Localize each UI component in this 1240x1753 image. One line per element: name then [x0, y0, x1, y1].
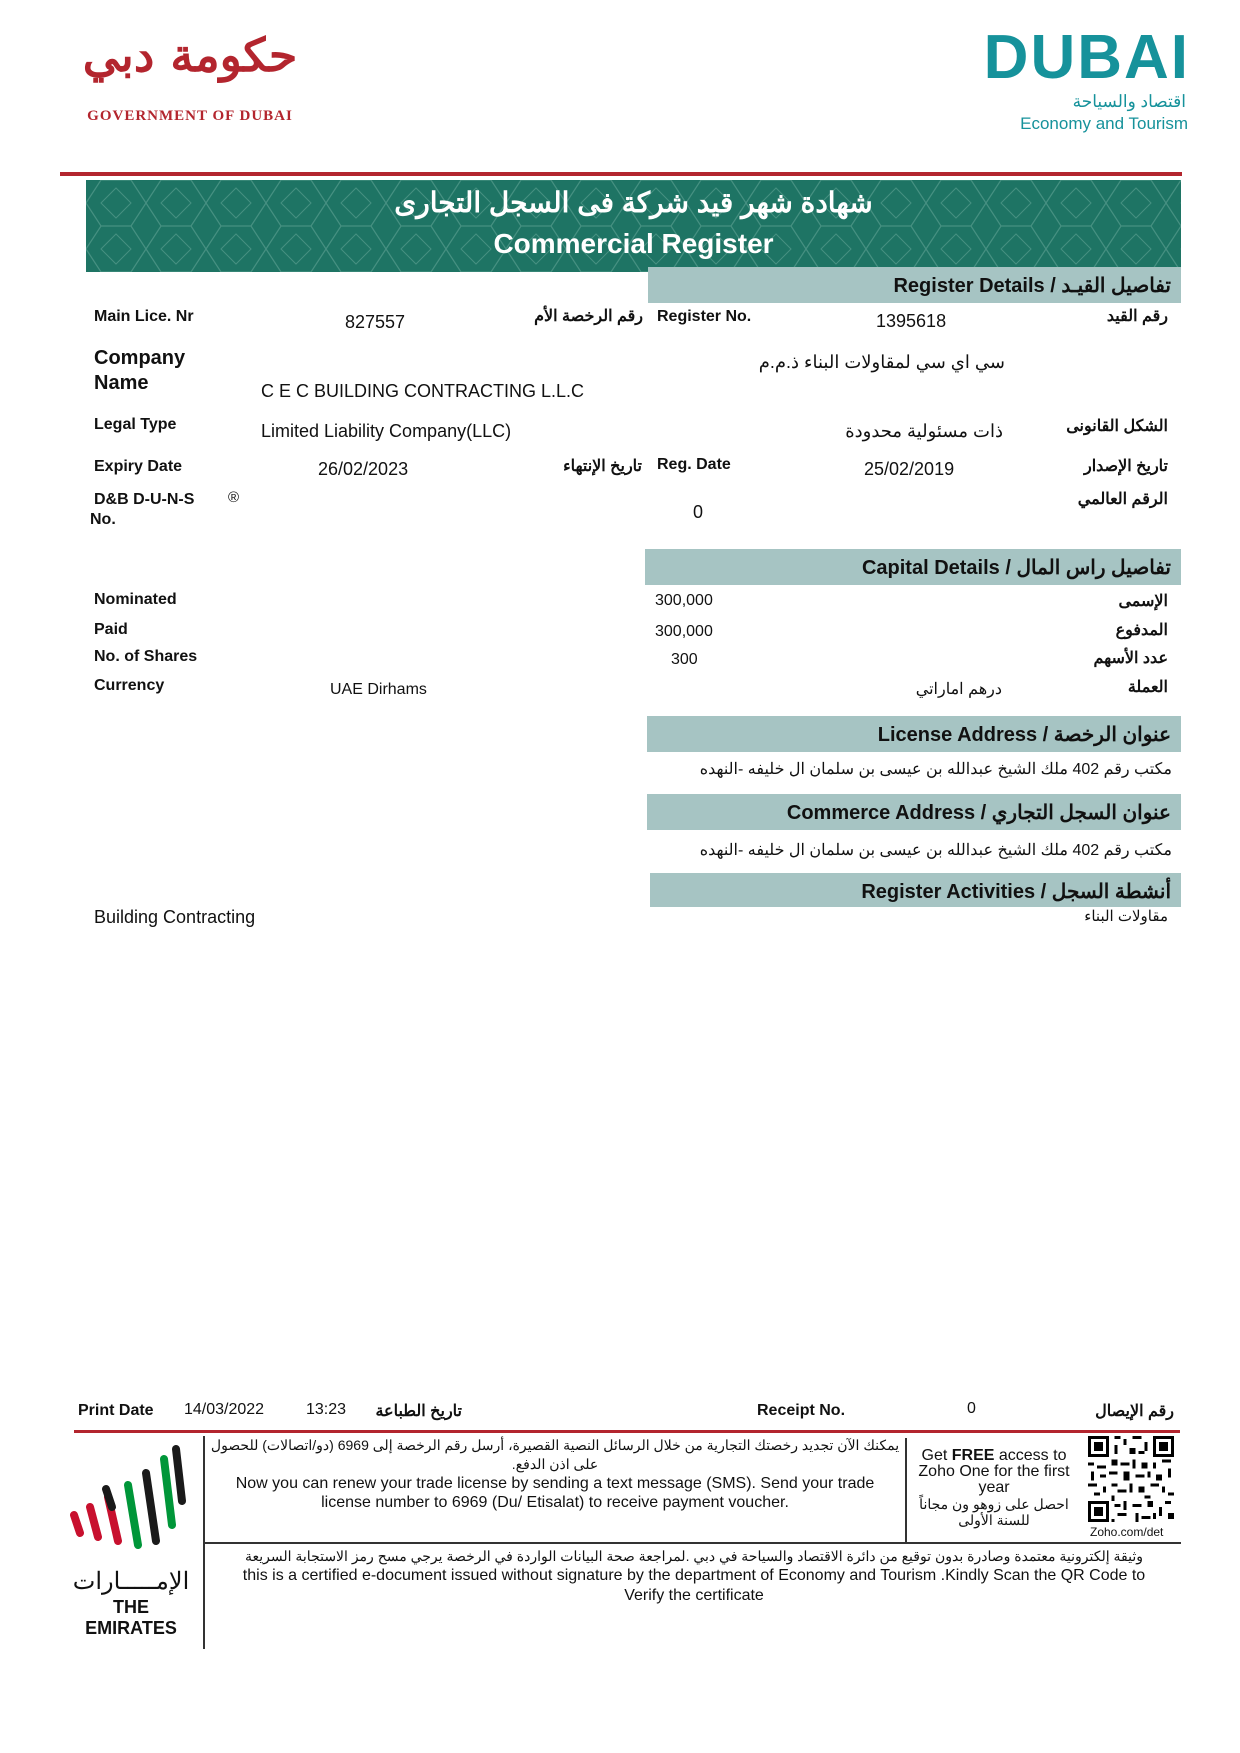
license-address-bar: [647, 716, 1181, 752]
footer-mid-rule: [205, 1542, 1181, 1544]
dubai-wordmark: DUBAI: [983, 23, 1190, 92]
paid-label: Paid: [94, 621, 128, 638]
capital-details-bar: [645, 549, 1181, 585]
expiry-date-label-ar: تاريخ الإنتهاء: [563, 458, 642, 475]
duns-label-2: No.: [90, 511, 116, 528]
gov-logo-english: GOVERNMENT OF DUBAI: [87, 108, 293, 124]
legal-type-value-ar: ذات مسئولية محدودة: [845, 421, 1003, 441]
reg-date-label-ar: تاريخ الإصدار: [1083, 458, 1168, 475]
header-divider: [60, 172, 1182, 176]
nominated-label: Nominated: [94, 591, 177, 608]
emirates-stripes-icon: [66, 1445, 196, 1560]
legal-type-value: Limited Liability Company(LLC): [261, 421, 512, 441]
print-date-label-ar: تاريخ الطباعة: [375, 1403, 462, 1420]
dubai-economy-tourism-logo: [983, 23, 1190, 136]
activity-arabic: مقاولات البناء: [1084, 908, 1168, 925]
zoho-line-2: Zoho One for the first: [918, 1463, 1070, 1480]
certification-en-2: Verify the certificate: [624, 1587, 764, 1604]
emirates-english: THE EMIRATES: [85, 1597, 177, 1638]
company-name-label-2: Name: [94, 372, 149, 394]
register-details-bar: [648, 267, 1181, 303]
receipt-no-label: Receipt No.: [757, 1402, 846, 1419]
paid-label-ar: المدفوع: [1115, 622, 1168, 639]
duns-label-1: D&B D-U-N-S: [94, 491, 195, 508]
company-name-english: C E C BUILDING CONTRACTING L.L.C: [261, 381, 585, 401]
print-date-label: Print Date: [78, 1402, 154, 1419]
currency-label-ar: العملة: [1127, 679, 1168, 696]
certification-en-1: this is a certified e-document issued without signature by the department of Economy and Tourism .Kindly Scan the QR Code to: [242, 1567, 1146, 1584]
legal-type-label-ar: الشكل القانونى: [1066, 418, 1168, 435]
sms-notice-en-2: license number to 6969 (Du/ Etisalat) to receive payment voucher.: [321, 1494, 789, 1511]
register-no-label: Register No.: [657, 308, 752, 325]
commerce-address-value: مكتب رقم 402 ملك الشيخ عبدالله بن عيسى بن سلمان ال خليفه -النهده: [699, 842, 1172, 859]
license-address-value: مكتب رقم 402 ملك الشيخ عبدالله بن عيسى بن سلمان ال خليفه -النهده: [699, 761, 1172, 778]
currency-value-ar: درهم اماراتي: [915, 681, 1002, 698]
duns-label-ar: الرقم العالمي: [1077, 491, 1168, 508]
sms-notice: [210, 1436, 900, 1512]
reg-date-label: Reg. Date: [657, 456, 731, 473]
zoho-url[interactable]: Zoho.com/det: [1090, 1525, 1164, 1539]
capital-details-title: Capital Details / تفاصيل راس المال: [861, 557, 1171, 579]
title-arabic: شهادة شهر قيد شركة فى السجل التجارى: [394, 187, 873, 218]
company-name-label-1: Company: [94, 347, 186, 369]
zoho-line-1: Get FREE access to: [921, 1447, 1067, 1464]
duns-registered-mark: ®: [228, 489, 240, 506]
zoho-promo[interactable]: [910, 1448, 1078, 1528]
certification-ar: وثيقة إلكترونية معتمدة وصادرة بدون توقيع من دائرة الاقتصاد والسياحة في دبي .لمراجعة صحة البيانات الواردة في الرخصة يرجي مسح رمز الاستجابة السريعة: [244, 1548, 1144, 1564]
paid-value: 300,000: [655, 623, 713, 640]
expiry-date-label: Expiry Date: [94, 458, 183, 475]
gov-logo-arabic: حكومة دبي: [82, 28, 298, 82]
expiry-date-value: 26/02/2023: [318, 459, 409, 479]
sms-notice-ar-1: يمكنك الآن تجديد رخصتك التجارية من خلال الرسائل النصية القصيرة، أرسل رقم الرخصة إلى 6969 (دو/اتصالات) للحصول: [210, 1437, 900, 1453]
zoho-line-3: year: [978, 1479, 1010, 1496]
zoho-line-ar-2: للسنة الأولى: [958, 1512, 1030, 1528]
print-time-value: 13:23: [306, 1401, 347, 1418]
nominated-label-ar: الإسمى: [1118, 593, 1168, 610]
receipt-no-label-ar: رقم الإيصال: [1095, 1403, 1174, 1420]
print-date-value: 14/03/2022: [184, 1401, 265, 1418]
commerce-address-bar: [647, 794, 1181, 830]
dubai-dept-arabic: اقتصاد والسياحة: [1072, 92, 1186, 111]
reg-date-value: 25/02/2019: [864, 459, 955, 479]
duns-value: 0: [693, 502, 704, 522]
shares-label-ar: عدد الأسهم: [1093, 650, 1168, 667]
zoho-line-ar-1: احصل على زوهو ون مجاناً: [919, 1496, 1069, 1512]
currency-value: UAE Dirhams: [330, 681, 427, 698]
verification-qr-code[interactable]: [1088, 1436, 1176, 1524]
currency-label: Currency: [94, 677, 165, 694]
receipt-no-value: 0: [967, 1400, 976, 1417]
certification-notice: [208, 1547, 1180, 1606]
company-name-arabic: سي اي سي لمقاولات البناء ذ.م.م: [758, 352, 1005, 372]
qr-code-icon: [1088, 1436, 1174, 1522]
title-band: [86, 180, 1181, 272]
emirates-arabic: الإمـــــارات: [72, 1568, 190, 1595]
shares-label: No. of Shares: [94, 648, 198, 665]
title-english: Commercial Register: [493, 228, 774, 259]
register-activities-bar: [650, 873, 1181, 907]
register-details-title: Register Details / تفاصيل القيـد: [893, 275, 1171, 297]
legal-type-label: Legal Type: [94, 416, 177, 433]
shares-value: 300: [671, 651, 698, 668]
the-emirates-logo: [66, 1445, 196, 1638]
register-no-label-ar: رقم القيد: [1106, 308, 1168, 325]
government-of-dubai-logo: [70, 28, 310, 128]
commerce-address-title: Commerce Address / عنوان السجل التجاري: [786, 802, 1171, 824]
sms-notice-en-1: Now you can renew your trade license by sending a text message (SMS). Send your trade: [235, 1475, 875, 1492]
main-license-label-ar: رقم الرخصة الأم: [534, 308, 643, 325]
main-license-value: 827557: [345, 312, 406, 332]
register-activities-title: Register Activities / أنشطة السجل: [861, 881, 1171, 903]
footer-divider: [74, 1430, 1180, 1433]
nominated-value: 300,000: [655, 592, 713, 609]
zoho-divider-rule: [905, 1438, 907, 1542]
sms-notice-ar-2: على اذن الدفع.: [511, 1456, 599, 1472]
register-no-value: 1395618: [876, 311, 947, 331]
main-license-label: Main Lice. Nr: [94, 308, 194, 325]
license-address-title: License Address / عنوان الرخصة: [877, 724, 1171, 746]
dubai-dept-english: Economy and Tourism: [1020, 114, 1188, 133]
activity-english: Building Contracting: [94, 907, 256, 927]
